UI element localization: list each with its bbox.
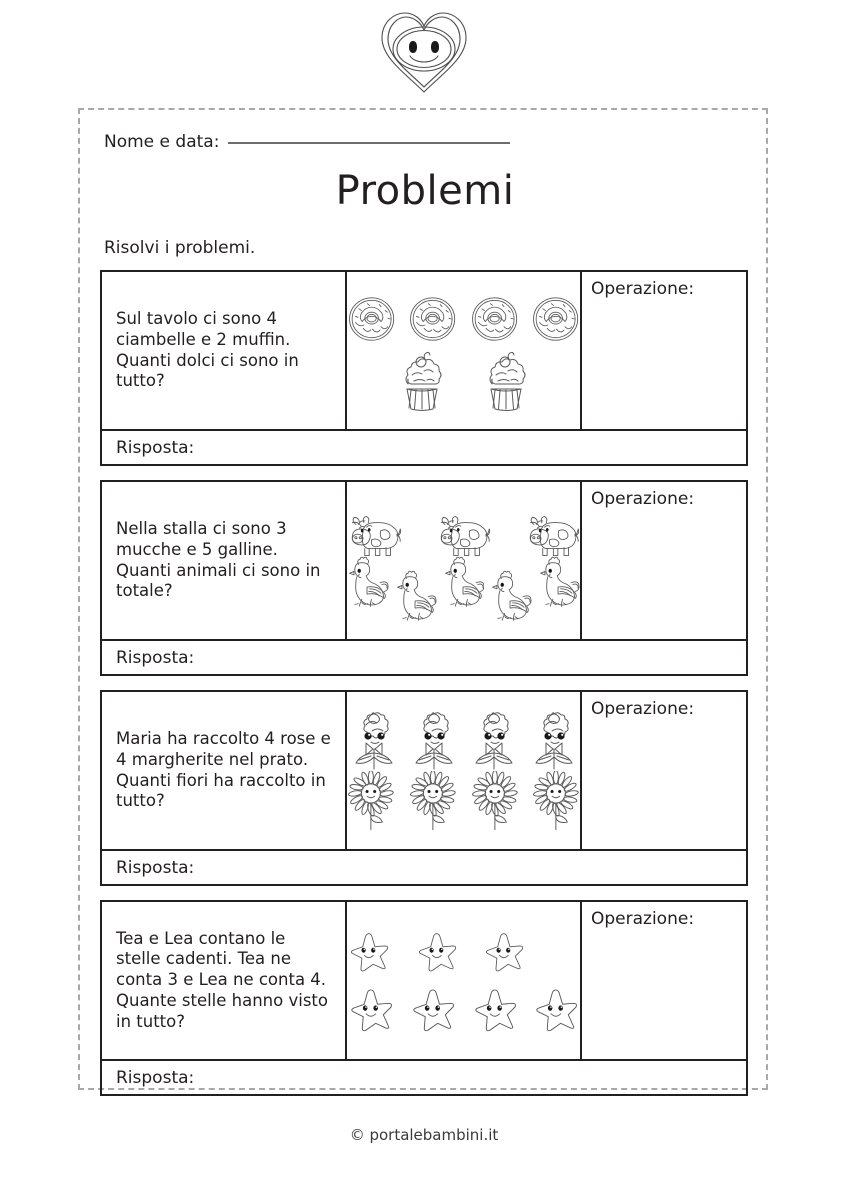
operation-cell-1[interactable]: [582, 272, 746, 429]
answer-row-1[interactable]: [100, 430, 748, 466]
problem-text-cell-3: [102, 692, 347, 849]
problem-illustration-cell-3: [347, 692, 582, 849]
daisy-icon: [409, 771, 457, 833]
operation-label: Operazione:: [591, 279, 695, 299]
daisy-icon: [532, 771, 580, 833]
problem-block-2: [100, 480, 748, 676]
star-icon: [532, 986, 580, 1034]
problem-statement-1: Sul tavolo ci sono 4 ciambelle e 2 muffin. Quanti dolci ci sono in tutto?: [116, 308, 299, 391]
problem-statement-2: Nella stalla ci sono 3 mucche e 5 galline. Quanti animali ci sono in totale?: [116, 518, 321, 601]
answer-label: Risposta:: [116, 857, 195, 878]
chicken-row: [347, 552, 580, 610]
name-and-date-label: Nome e data:: [104, 132, 220, 152]
answer-label: Risposta:: [116, 437, 195, 458]
star-icon: [482, 928, 526, 976]
star-icon: [347, 986, 395, 1034]
problem-illustration-cell-1: [347, 272, 582, 429]
donut-row: [347, 290, 580, 348]
star-icon: [471, 986, 519, 1034]
star-row-top: [347, 928, 580, 976]
problem-row-3: [100, 690, 748, 850]
problem-block-3: [100, 690, 748, 886]
operation-cell-4[interactable]: [582, 902, 746, 1059]
answer-row-3[interactable]: [100, 850, 748, 886]
footer-credit: © portalebambini.it: [349, 1126, 499, 1144]
rose-icon: [408, 709, 460, 771]
operation-cell-2[interactable]: [582, 482, 746, 639]
star-icon: [347, 928, 391, 976]
problem-statement-4: Tea e Lea contano le stelle cadenti. Tea ne conta 3 e Lea ne conta 4. Quante stelle hanno visto in tutto?: [116, 928, 328, 1031]
donut-icon: [408, 290, 457, 348]
answer-row-2[interactable]: [100, 640, 748, 676]
star-icon: [409, 986, 457, 1034]
problems-table: [100, 270, 748, 1110]
daisy-row: [347, 771, 580, 833]
daisy-icon: [347, 771, 395, 833]
problem-row-4: [100, 900, 748, 1060]
donut-icon: [347, 290, 396, 348]
chicken-icon: [490, 566, 532, 624]
donut-icon: [470, 290, 519, 348]
worksheet-frame: [78, 108, 768, 1090]
name-and-date-field[interactable]: [104, 132, 510, 152]
answer-label: Risposta:: [116, 1067, 195, 1088]
page-title: Problemi: [335, 168, 515, 214]
cupcake-icon: [478, 350, 534, 412]
problem-illustration-cell-4: [347, 902, 582, 1059]
problem-block-4: [100, 900, 748, 1096]
problem-block-1: [100, 270, 748, 466]
donut-icon: [531, 290, 580, 348]
operation-label: Operazione:: [591, 909, 695, 929]
problem-row-2: [100, 480, 748, 640]
chicken-icon: [395, 566, 437, 624]
chicken-icon: [538, 552, 580, 610]
chicken-icon: [347, 552, 389, 610]
operation-label: Operazione:: [591, 699, 695, 719]
daisy-icon: [471, 771, 519, 833]
problem-text-cell-2: [102, 482, 347, 639]
problem-statement-3: Maria ha raccolto 4 rose e 4 margherite nel prato. Quanti fiori ha raccolto in tutto?: [116, 728, 331, 811]
rose-icon: [528, 709, 580, 771]
rose-icon: [348, 709, 400, 771]
name-and-date-writing-line[interactable]: [228, 142, 510, 144]
rose-row: [347, 709, 580, 771]
chicken-icon: [443, 552, 485, 610]
instruction-text: Risolvi i problemi.: [104, 238, 256, 258]
operation-cell-3[interactable]: [582, 692, 746, 849]
heart-smiley-icon: [376, 8, 472, 98]
logo-area: [0, 6, 848, 100]
cupcake-row: [347, 350, 580, 412]
star-icon: [415, 928, 459, 976]
rose-icon: [468, 709, 520, 771]
problem-text-cell-1: [102, 272, 347, 429]
problem-row-1: [100, 270, 748, 430]
problem-illustration-cell-2: [347, 482, 582, 639]
operation-label: Operazione:: [591, 489, 695, 509]
problem-text-cell-4: [102, 902, 347, 1059]
cupcake-icon: [394, 350, 450, 412]
answer-label: Risposta:: [116, 647, 195, 668]
answer-row-4[interactable]: [100, 1060, 748, 1096]
star-row-bottom: [347, 986, 580, 1034]
